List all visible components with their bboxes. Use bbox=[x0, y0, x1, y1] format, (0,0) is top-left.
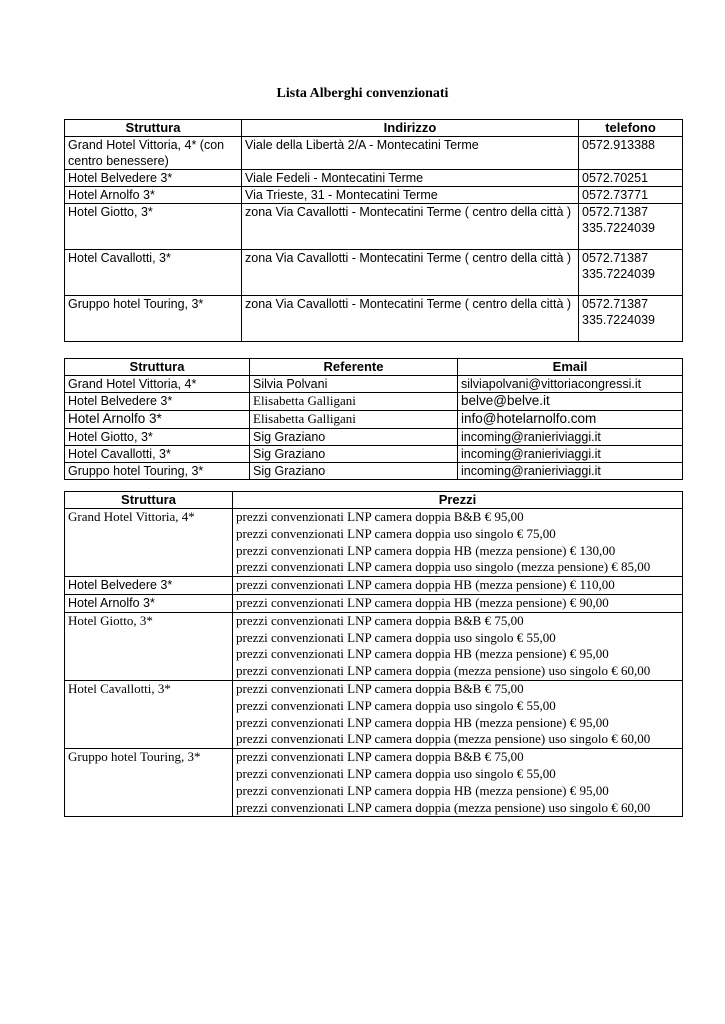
cell-struttura: Hotel Cavallotti, 3* bbox=[65, 445, 250, 462]
cell-referente: Sig Graziano bbox=[250, 462, 458, 479]
cell-struttura: Grand Hotel Vittoria, 4* bbox=[65, 376, 250, 393]
mobile-number: 335.7224039 bbox=[582, 267, 655, 281]
cell-indirizzo: Via Trieste, 31 - Montecatini Terme bbox=[242, 187, 579, 204]
price-line: prezzi convenzionati LNP camera doppia B&B € 75,00 bbox=[236, 612, 524, 628]
table-row bbox=[65, 680, 683, 748]
table-row bbox=[65, 187, 683, 204]
table-header-row bbox=[65, 120, 683, 137]
table-header-row bbox=[65, 359, 683, 376]
cell-indirizzo: Viale Fedeli - Montecatini Terme bbox=[242, 170, 579, 187]
cell-email[interactable]: incoming@ranieriviaggi.it bbox=[458, 428, 683, 445]
price-line: prezzi convenzionati LNP camera doppia (mezza pensione) uso singolo € 60,00 bbox=[236, 799, 651, 815]
table-row bbox=[65, 250, 683, 296]
table-row bbox=[65, 296, 683, 342]
cell-email[interactable]: incoming@ranieriviaggi.it bbox=[458, 445, 683, 462]
header-struttura: Struttura bbox=[65, 359, 250, 376]
price-line: prezzi convenzionati LNP camera doppia B&B € 75,00 bbox=[236, 749, 524, 765]
hotel-address-table bbox=[64, 119, 683, 342]
price-line: prezzi convenzionati LNP camera doppia (mezza pensione) uso singolo € 60,00 bbox=[236, 663, 651, 679]
mobile-number: 335.7224039 bbox=[582, 313, 655, 327]
cell-email[interactable]: belve@belve.it bbox=[458, 393, 683, 411]
cell-prezzi bbox=[233, 577, 683, 595]
hotel-referent-table bbox=[64, 358, 683, 480]
cell-struttura: Hotel Arnolfo 3* bbox=[65, 187, 242, 204]
price-line: prezzi convenzionati LNP camera doppia uso singolo € 55,00 bbox=[236, 697, 556, 713]
cell-prezzi bbox=[233, 749, 683, 817]
table-row bbox=[65, 445, 683, 462]
cell-telefono bbox=[579, 170, 683, 187]
cell-referente: Elisabetta Galligani bbox=[250, 410, 458, 428]
table-row bbox=[65, 393, 683, 411]
phone-number: 0572.71387 bbox=[582, 205, 649, 219]
table-row bbox=[65, 594, 683, 612]
header-referente: Referente bbox=[250, 359, 458, 376]
table-row bbox=[65, 577, 683, 595]
header-prezzi: Prezzi bbox=[233, 492, 683, 509]
cell-struttura: Gruppo hotel Touring, 3* bbox=[65, 749, 233, 817]
cell-struttura: Hotel Giotto, 3* bbox=[65, 204, 242, 250]
cell-prezzi bbox=[233, 612, 683, 680]
cell-telefono bbox=[579, 250, 683, 296]
table-row bbox=[65, 428, 683, 445]
cell-struttura: Hotel Cavallotti, 3* bbox=[65, 680, 233, 748]
table-row bbox=[65, 612, 683, 680]
phone-number: 0572.71387 bbox=[582, 297, 649, 311]
cell-indirizzo: Viale della Libertà 2/A - Montecatini Terme bbox=[242, 137, 579, 170]
cell-struttura: Hotel Arnolfo 3* bbox=[65, 410, 250, 428]
cell-struttura: Hotel Arnolfo 3* bbox=[65, 594, 233, 612]
table-row bbox=[65, 204, 683, 250]
phone-number: 0572.73771 bbox=[582, 188, 649, 202]
price-line: prezzi convenzionati LNP camera doppia HB (mezza pensione) € 130,00 bbox=[236, 542, 616, 558]
page-title: Lista Alberghi convenzionati bbox=[276, 86, 449, 101]
header-struttura: Struttura bbox=[65, 120, 242, 137]
price-line: prezzi convenzionati LNP camera doppia uso singolo (mezza pensione) € 85,00 bbox=[236, 559, 651, 575]
cell-telefono bbox=[579, 204, 683, 250]
cell-referente: Sig Graziano bbox=[250, 445, 458, 462]
cell-struttura: Hotel Belvedere 3* bbox=[65, 393, 250, 411]
cell-email[interactable]: silviapolvani@vittoriacongressi.it bbox=[458, 376, 683, 393]
cell-email[interactable]: incoming@ranieriviaggi.it bbox=[458, 462, 683, 479]
cell-struttura: Grand Hotel Vittoria, 4* bbox=[65, 509, 233, 577]
price-line: prezzi convenzionati LNP camera doppia HB (mezza pensione) € 95,00 bbox=[236, 714, 609, 730]
cell-email[interactable]: info@hotelarnolfo.com bbox=[458, 410, 683, 428]
table-header-row bbox=[65, 492, 683, 509]
price-line: prezzi convenzionati LNP camera doppia (mezza pensione) uso singolo € 60,00 bbox=[236, 731, 651, 747]
table-row bbox=[65, 749, 683, 817]
cell-prezzi bbox=[233, 680, 683, 748]
cell-struttura: Gruppo hotel Touring, 3* bbox=[65, 296, 242, 342]
header-indirizzo: Indirizzo bbox=[242, 120, 579, 137]
cell-telefono bbox=[579, 296, 683, 342]
cell-indirizzo: zona Via Cavallotti - Montecatini Terme ( centro della città ) bbox=[242, 204, 579, 250]
phone-number: 0572.913388 bbox=[582, 138, 655, 152]
header-email: Email bbox=[458, 359, 683, 376]
table-row bbox=[65, 137, 683, 170]
table-row bbox=[65, 462, 683, 479]
header-struttura: Struttura bbox=[65, 492, 233, 509]
header-telefono: telefono bbox=[579, 120, 683, 137]
table-row bbox=[65, 170, 683, 187]
cell-indirizzo: zona Via Cavallotti - Montecatini Terme ( centro della città ) bbox=[242, 250, 579, 296]
cell-referente: Silvia Polvani bbox=[250, 376, 458, 393]
price-line: prezzi convenzionati LNP camera doppia B&B € 75,00 bbox=[236, 680, 524, 696]
hotel-prices-table bbox=[64, 491, 683, 817]
table-row bbox=[65, 410, 683, 428]
cell-struttura: Gruppo hotel Touring, 3* bbox=[65, 462, 250, 479]
phone-number: 0572.71387 bbox=[582, 251, 649, 265]
mobile-number: 335.7224039 bbox=[582, 221, 655, 235]
cell-struttura: Grand Hotel Vittoria, 4* (con centro benessere) bbox=[65, 137, 242, 170]
cell-prezzi bbox=[233, 509, 683, 577]
price-line: prezzi convenzionati LNP camera doppia B&B € 95,00 bbox=[236, 509, 524, 524]
cell-struttura: Hotel Giotto, 3* bbox=[65, 612, 233, 680]
cell-prezzi bbox=[233, 594, 683, 612]
cell-struttura: Hotel Cavallotti, 3* bbox=[65, 250, 242, 296]
cell-struttura: Hotel Giotto, 3* bbox=[65, 428, 250, 445]
cell-referente: Sig Graziano bbox=[250, 428, 458, 445]
price-line: prezzi convenzionati LNP camera doppia HB (mezza pensione) € 90,00 bbox=[236, 594, 609, 610]
table-row bbox=[65, 509, 683, 577]
cell-referente: Elisabetta Galligani bbox=[250, 393, 458, 411]
cell-struttura: Hotel Belvedere 3* bbox=[65, 577, 233, 595]
phone-number: 0572.70251 bbox=[582, 171, 649, 185]
price-line: prezzi convenzionati LNP camera doppia uso singolo € 55,00 bbox=[236, 629, 556, 645]
cell-indirizzo: zona Via Cavallotti - Montecatini Terme ( centro della città ) bbox=[242, 296, 579, 342]
price-line: prezzi convenzionati LNP camera doppia uso singolo € 55,00 bbox=[236, 765, 556, 781]
price-line: prezzi convenzionati LNP camera doppia uso singolo € 75,00 bbox=[236, 525, 556, 541]
cell-telefono bbox=[579, 187, 683, 204]
cell-telefono bbox=[579, 137, 683, 170]
price-line: prezzi convenzionati LNP camera doppia HB (mezza pensione) € 95,00 bbox=[236, 782, 609, 798]
price-line: prezzi convenzionati LNP camera doppia HB (mezza pensione) € 95,00 bbox=[236, 646, 609, 662]
price-line: prezzi convenzionati LNP camera doppia HB (mezza pensione) € 110,00 bbox=[236, 577, 615, 593]
table-row bbox=[65, 376, 683, 393]
cell-struttura: Hotel Belvedere 3* bbox=[65, 170, 242, 187]
